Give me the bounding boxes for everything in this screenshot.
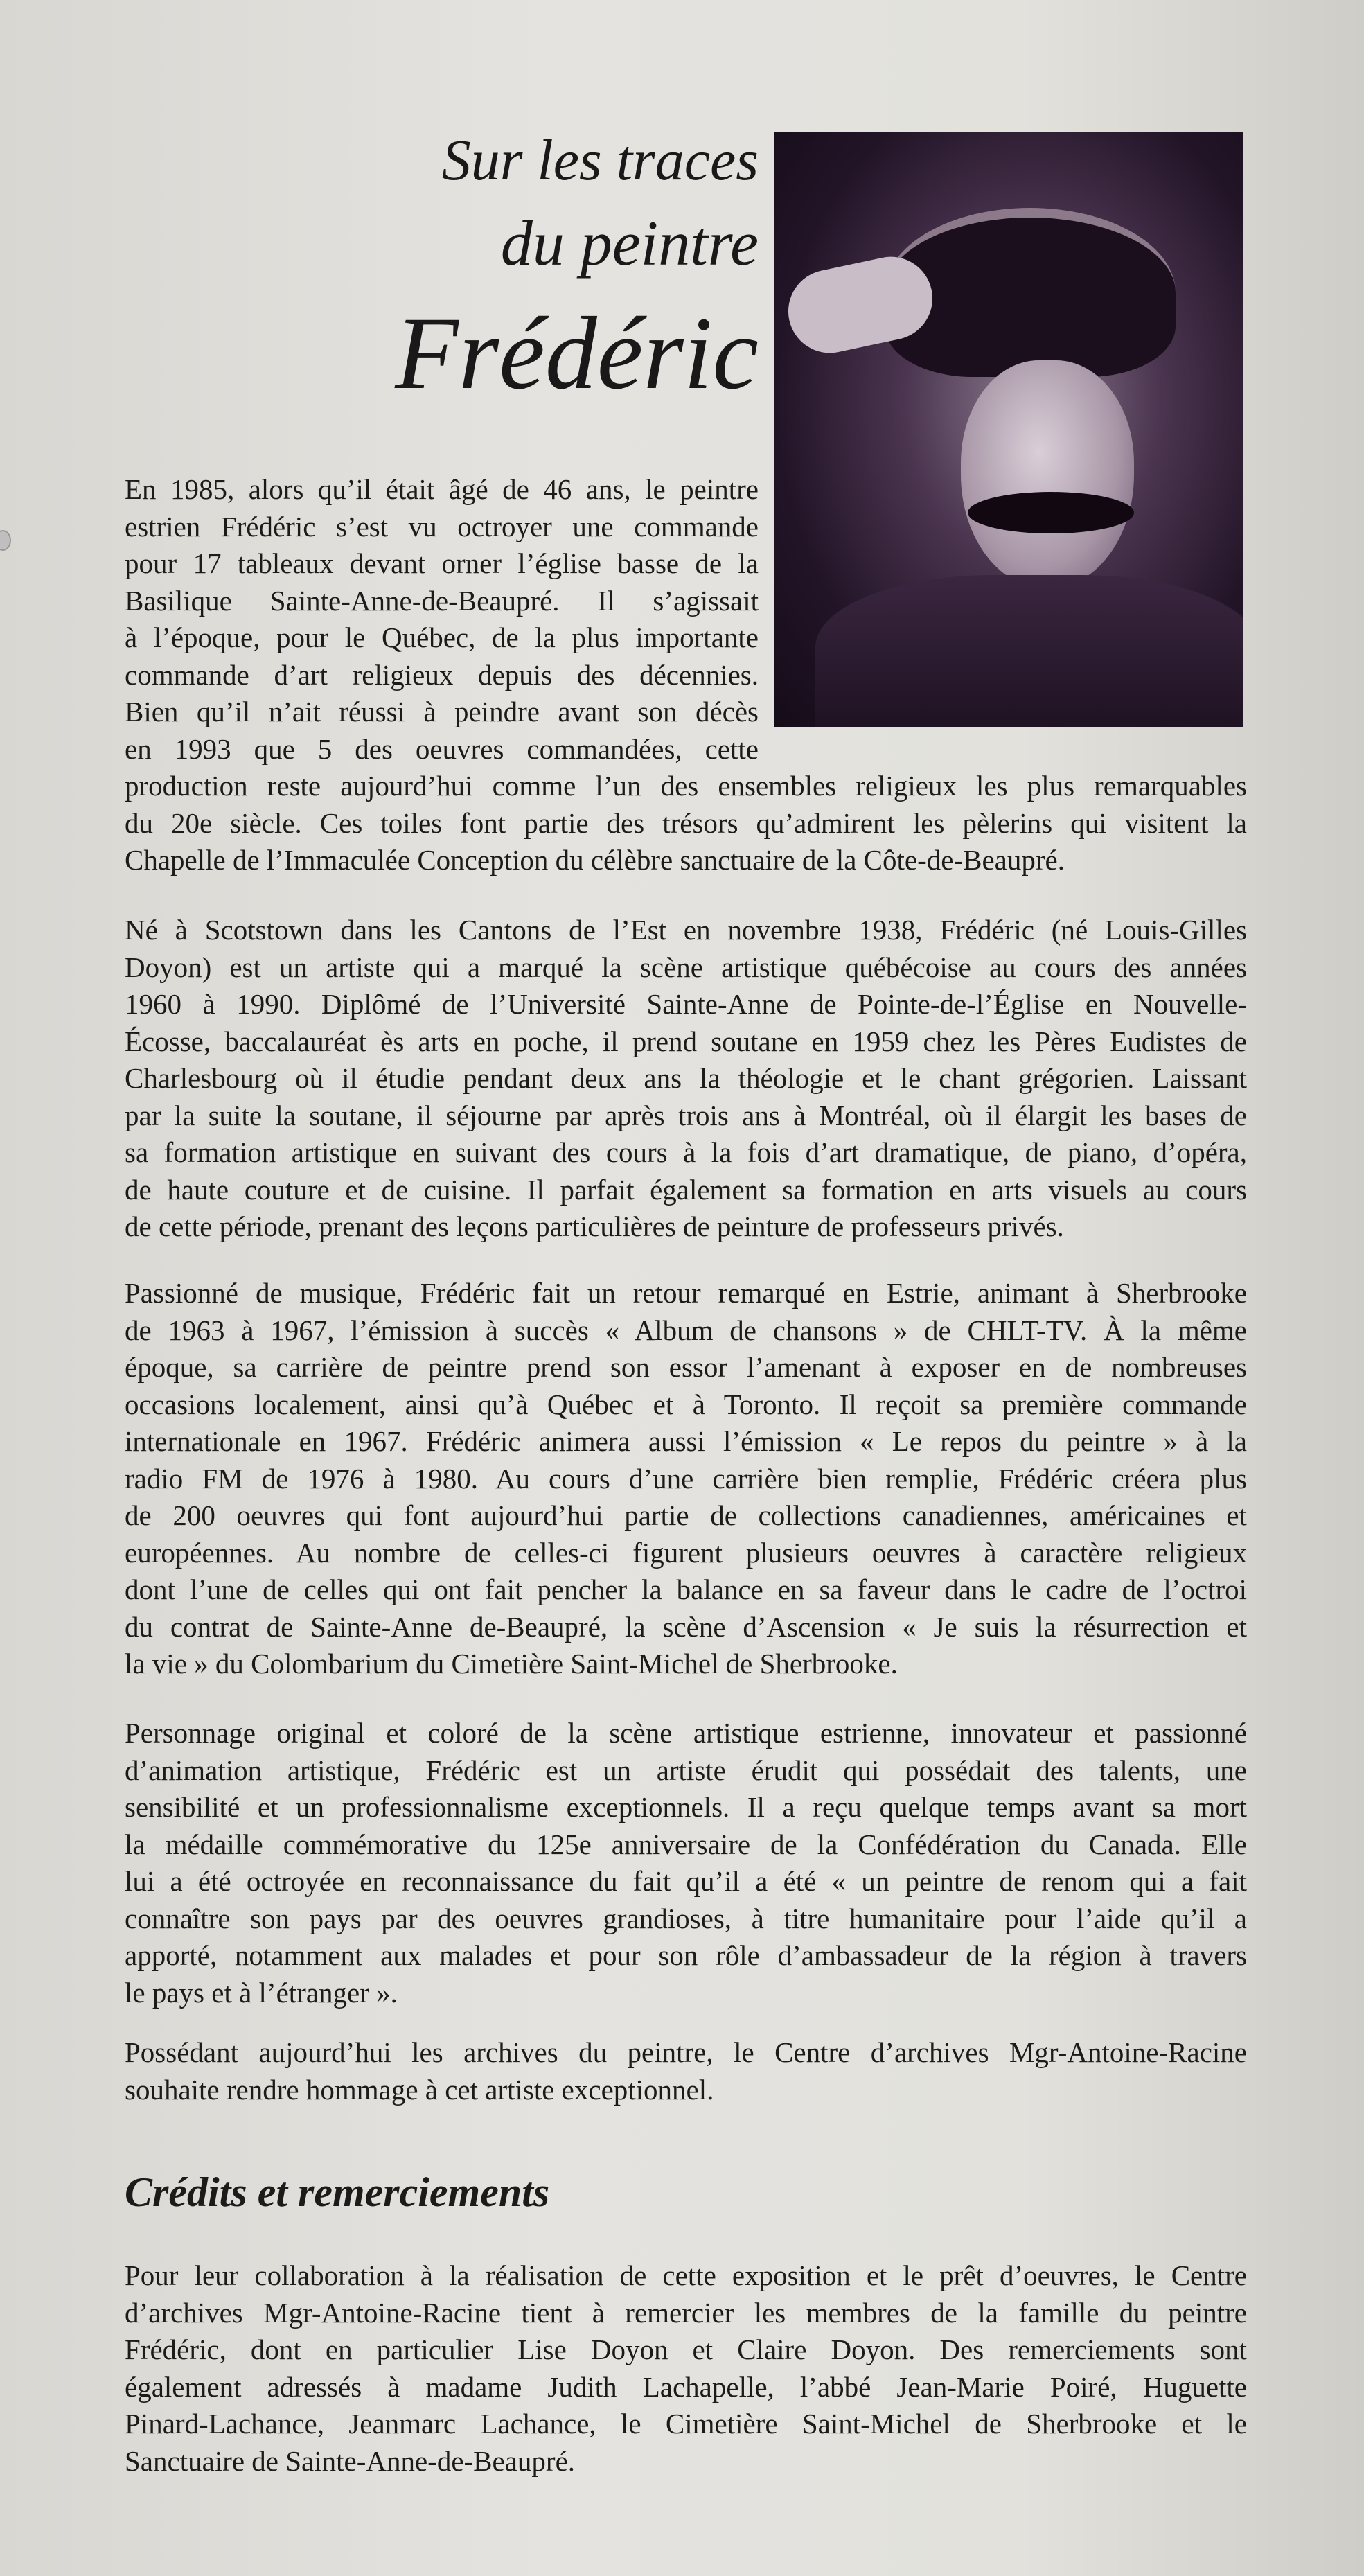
text-line: pour 17 tableaux devant orner l’église basse de la [125,547,759,579]
intro-paragraph-continued [125,768,1247,879]
tribute-paragraph [125,2034,1247,2108]
photo-body [815,575,1243,727]
text-line: époque, sa carrière de peintre prend son essor l’amenant à exposer en de nombreuses [125,1351,1247,1383]
text-line: 1960 à 1990. Diplômé de l’Université Sainte-Anne de Pointe-de-l’Église en Nouvelle- [125,988,1247,1020]
title-line-1: Sur les traces [441,128,759,193]
text-line: Charlesbourg où il étudie pendant deux ans la théologie et le chant grégorien. Laissant [125,1062,1247,1094]
credits-paragraph [125,2257,1247,2480]
text-line: souhaite rendre hommage à cet artiste exceptionnel. [125,2073,714,2106]
text-line: occasions localement, ainsi qu’à Québec et à Toronto. Il reçoit sa première commande [125,1388,1247,1420]
text-line: de cette période, prenant des leçons particulières de peinture de professeurs privés. [125,1210,1064,1242]
text-line: du contrat de Sainte-Anne de-Beaupré, la scène d’Ascension « Je suis la résurrection et [125,1610,1247,1643]
text-line: d’archives Mgr-Antoine-Racine tient à remercier les membres de la famille du peintre [125,2296,1247,2329]
career-paragraph [125,1275,1247,1683]
text-line: de 200 oeuvres qui font aujourd’hui partie de collections canadiennes, américaines et [125,1499,1247,1531]
text-line: Bien qu’il n’ait réussi à peindre avant son décès [125,696,759,727]
text-line: commande d’art religieux depuis des décennies. [125,658,759,691]
text-line: européennes. Au nombre de celles-ci figurent plusieurs oeuvres à caractère religieux [125,1536,1247,1569]
portrait-photo [774,132,1243,727]
text-line: également adressés à madame Judith Lachapelle, l’abbé Jean-Marie Poiré, Huguette [125,2370,1247,2403]
text-line: Pinard-Lachance, Jeanmarc Lachance, le Cimetière Saint-Michel de Sherbrooke et le [125,2408,1247,2440]
text-line: Né à Scotstown dans les Cantons de l’Est en novembre 1938, Frédéric (né Louis-Gilles [125,914,1247,946]
credits-heading: Crédits et remerciements [125,2169,550,2215]
text-line: la médaille commémorative du 125e anniversaire de la Confédération du Canada. Elle [125,1828,1247,1860]
text-line: radio FM de 1976 à 1980. Au cours d’une carrière bien remplie, Frédéric créera plus [125,1462,1247,1494]
text-line: Pour leur collaboration à la réalisation de cette exposition et le prêt d’oeuvres, le Centre [125,2259,1247,2291]
text-line: d’animation artistique, Frédéric est un artiste érudit qui possédait des talents, une [125,1754,1247,1786]
text-line: Passionné de musique, Frédéric fait un retour remarqué en Estrie, animant à Sherbrooke [125,1277,1247,1309]
biography-paragraph [125,912,1247,1246]
photo-moustache [968,492,1134,533]
text-line: Possédant aujourd’hui les archives du peintre, le Centre d’archives Mgr-Antoine-Racine [125,2036,1247,2068]
text-line: Personnage original et coloré de la scène artistique estrienne, innovateur et passionné [125,1717,1247,1749]
legacy-paragraph [125,1715,1247,2011]
text-line: apporté, notamment aux malades et pour son rôle d’ambassadeur de la région à travers [125,1939,1247,1971]
text-line: à l’époque, pour le Québec, de la plus importante [125,621,759,653]
text-line: lui a été octroyée en reconnaissance du fait qu’il a été « un peintre de renom qui a fait [125,1865,1247,1897]
text-line: sa formation artistique en suivant des cours à la fois d’art dramatique, de piano, d’opéra, [125,1136,1247,1168]
text-line: la vie » du Colombarium du Cimetière Saint-Michel de Sherbrooke. [125,1648,898,1679]
photo-face [961,360,1134,589]
text-line: En 1985, alors qu’il était âgé de 46 ans, le peintre [125,473,759,505]
intro-paragraph [125,471,759,768]
text-line: estrien Frédéric s’est vu octroyer une commande [125,510,759,542]
text-line: dont l’une de celles qui ont fait pencher la balance en sa faveur dans le cadre de l’octroi [125,1573,1247,1605]
text-line: sensibilité et un professionnalisme exceptionnels. Il a reçu quelque temps avant sa mort [125,1791,1247,1823]
text-line: production reste aujourd’hui comme l’un des ensembles religieux les plus remarquables [125,770,1247,802]
text-line: du 20e siècle. Ces toiles font partie des trésors qu’admirent les pèlerins qui visitent la [125,806,1247,839]
text-line: Écosse, baccalauréat ès arts en poche, il prend soutane en 1959 chez les Pères Eudistes de [125,1025,1247,1057]
text-line: de 1963 à 1967, l’émission à succès « Album de chansons » de CHLT-TV. À la même [125,1314,1247,1346]
text-line: Sanctuaire de Sainte-Anne-de-Beaupré. [125,2444,576,2477]
text-line: internationale en 1967. Frédéric animera aussi l’émission « Le repos du peintre » à la [125,1425,1247,1457]
text-line: Frédéric, dont en particulier Lise Doyon et Claire Doyon. Des remerciements sont [125,2334,1247,2365]
title-name: Frédéric [395,296,759,411]
text-line: en 1993 que 5 des oeuvres commandées, cette [125,732,759,765]
text-line: connaître son pays par des oeuvres grandioses, à titre humanitaire pour l’aide qu’il a [125,1902,1247,1934]
text-line: Basilique Sainte-Anne-de-Beaupré. Il s’agissait [125,584,759,617]
text-line: de haute couture et de cuisine. Il parfait également sa formation en arts visuels au cours [125,1173,1247,1206]
mounting-pin [0,530,11,551]
text-line: Doyon) est un artiste qui a marqué la scène artistique québécoise au cours des années [125,951,1247,983]
text-line: le pays et à l’étranger ». [125,1976,398,2009]
text-line: Chapelle de l’Immaculée Conception du célèbre sanctuaire de la Côte-de-Beaupré. [125,844,1065,876]
text-line: par la suite la soutane, il séjourne par après trois ans à Montréal, où il élargit les bases de [125,1099,1247,1131]
title-line-2: du peintre [500,208,759,279]
